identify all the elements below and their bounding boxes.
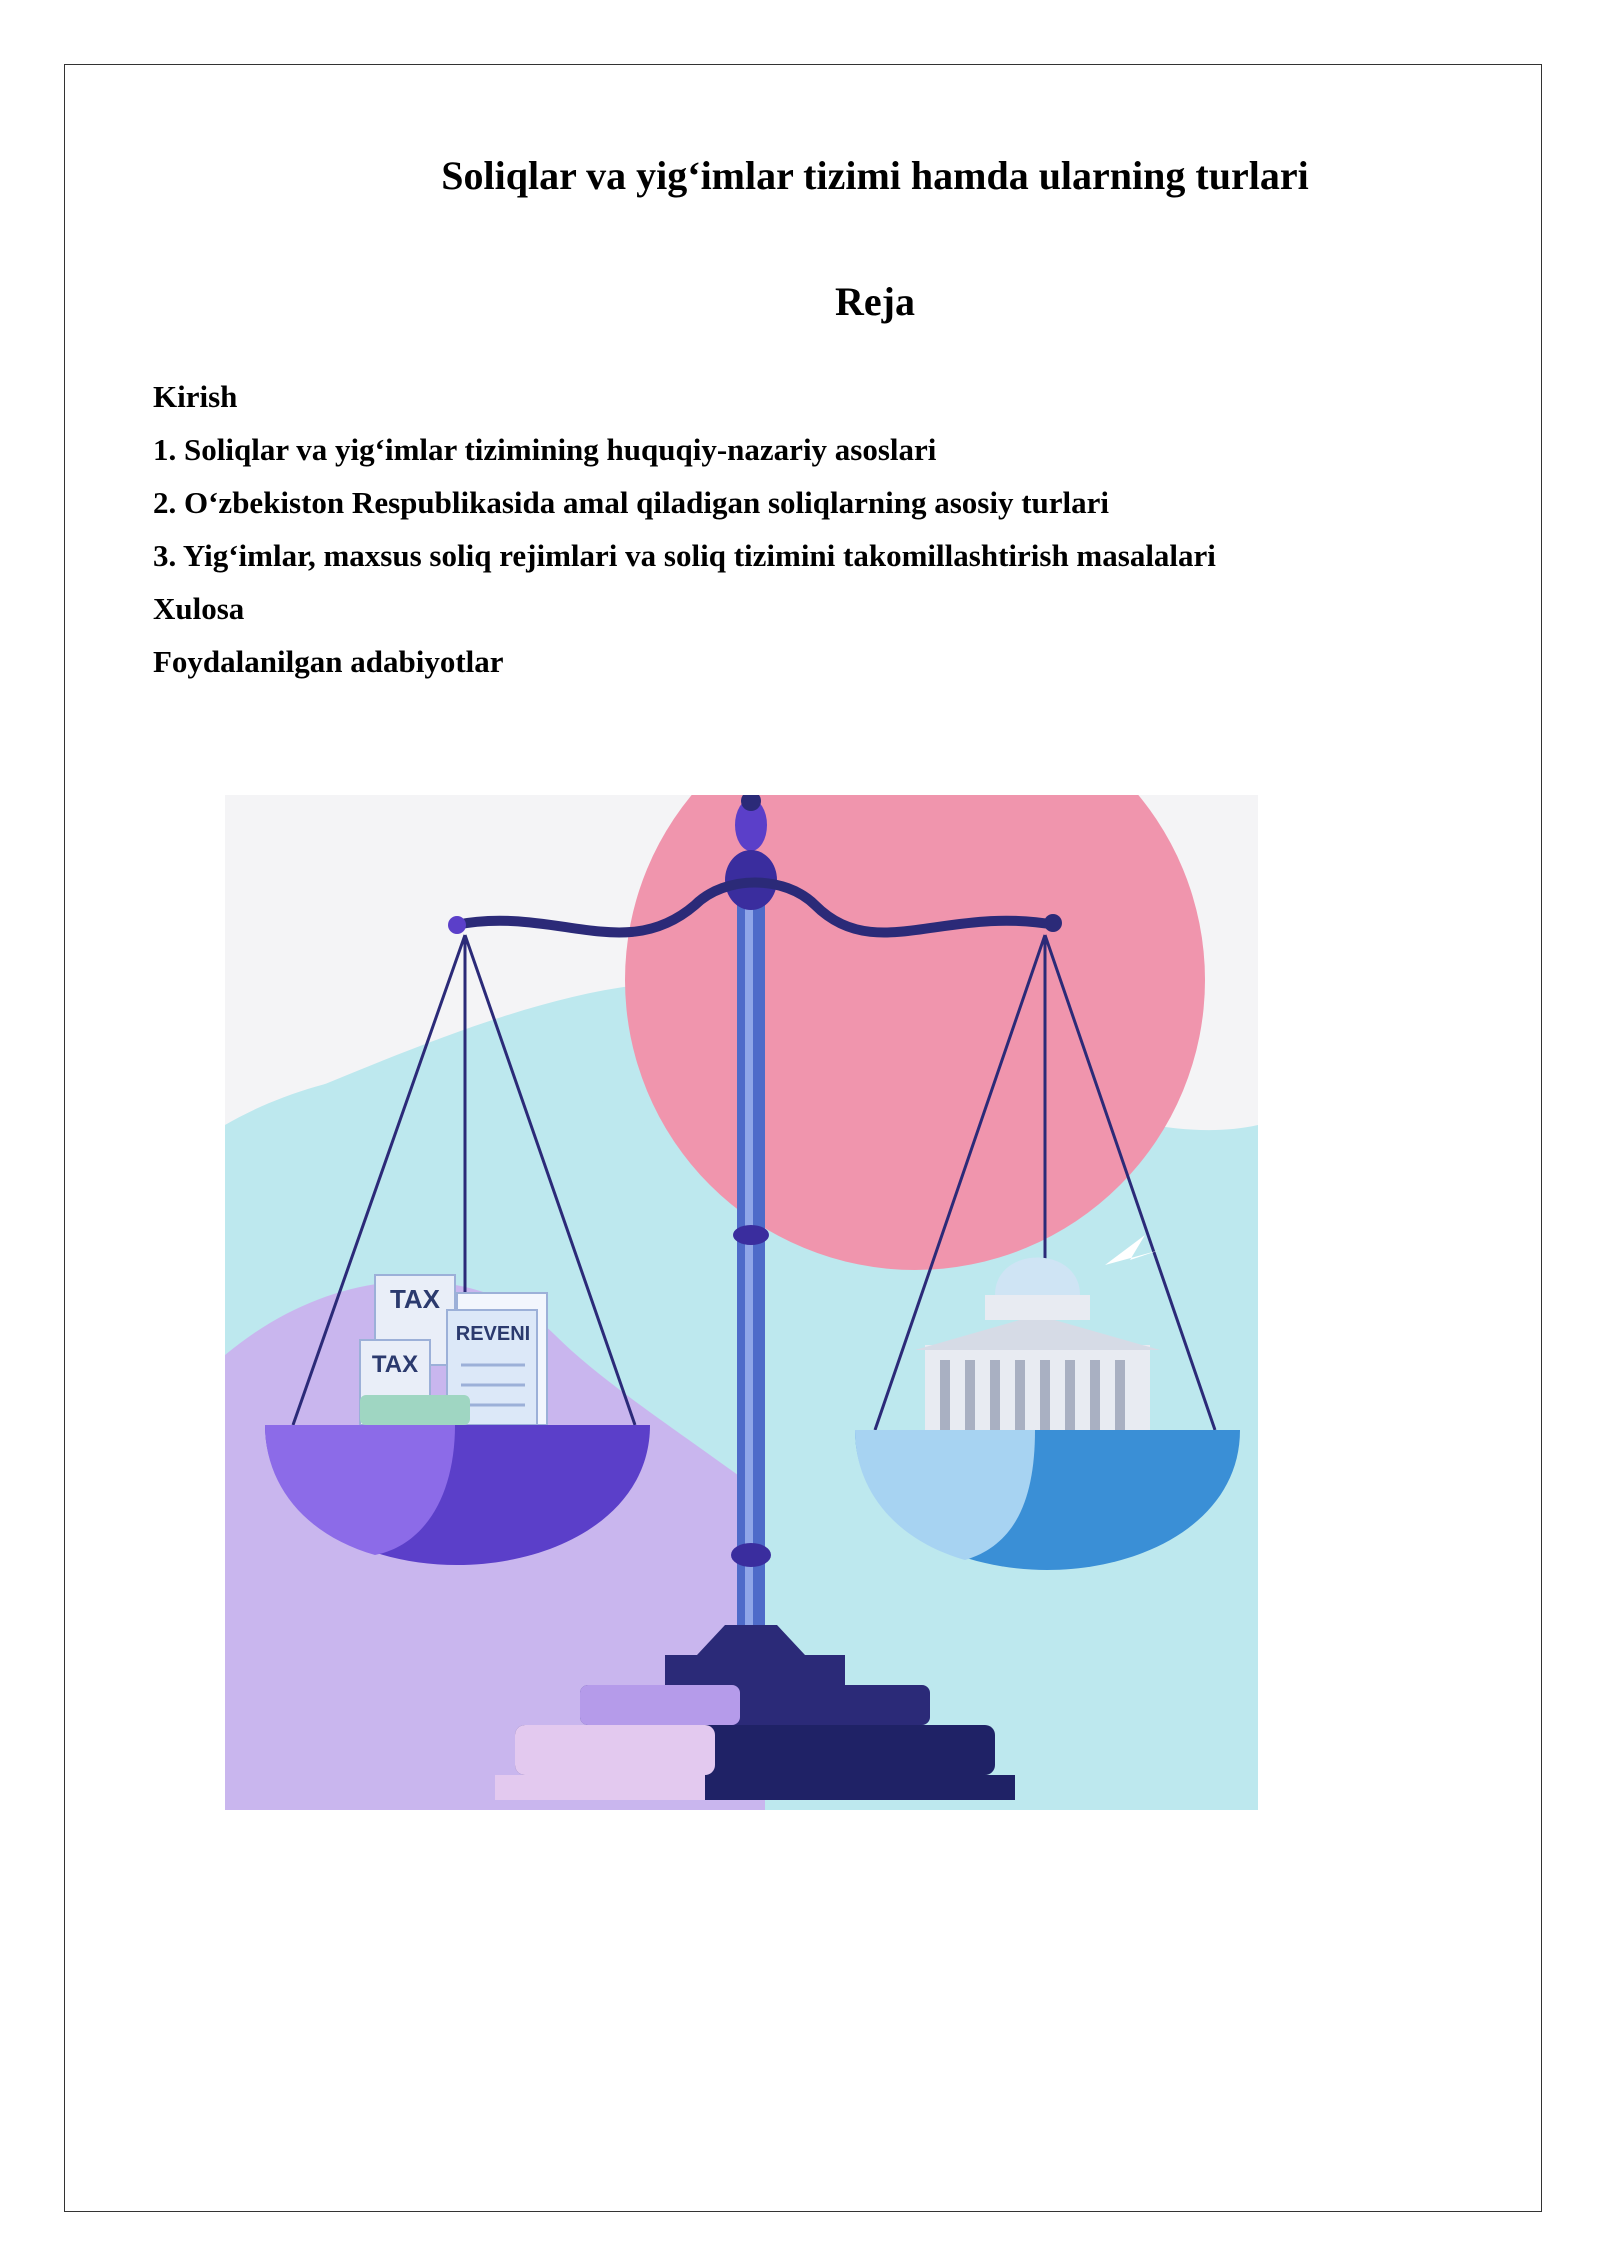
toc-item: 1. Soliqlar va yig‘imlar tizimining huquqiy-nazariy asoslari [153, 432, 937, 467]
balance-scale-icon [225, 795, 1258, 1810]
svg-text:REVENI: REVENI [455, 1323, 531, 1345]
toc-item: 3. Yig‘imlar, maxsus soliq rejimlari va soliq tizimini takomillashtirish masalalari [153, 538, 1216, 573]
toc-item: Foydalanilgan adabiyotlar [153, 644, 504, 679]
toc-item: Xulosa [153, 591, 245, 626]
table-of-contents [153, 370, 1216, 688]
svg-text:TAX: TAX [371, 1351, 419, 1378]
page-title: Soliqlar va yig‘imlar tizimi hamda ularning turlari [441, 153, 1309, 198]
plan-heading: Reja [835, 279, 915, 324]
toc-item: 2. O‘zbekiston Respublikasida amal qiladigan soliqlarning asosiy turlari [153, 485, 1110, 520]
toc-item: Kirish [153, 379, 238, 414]
svg-text:TAX: TAX [389, 1284, 441, 1314]
